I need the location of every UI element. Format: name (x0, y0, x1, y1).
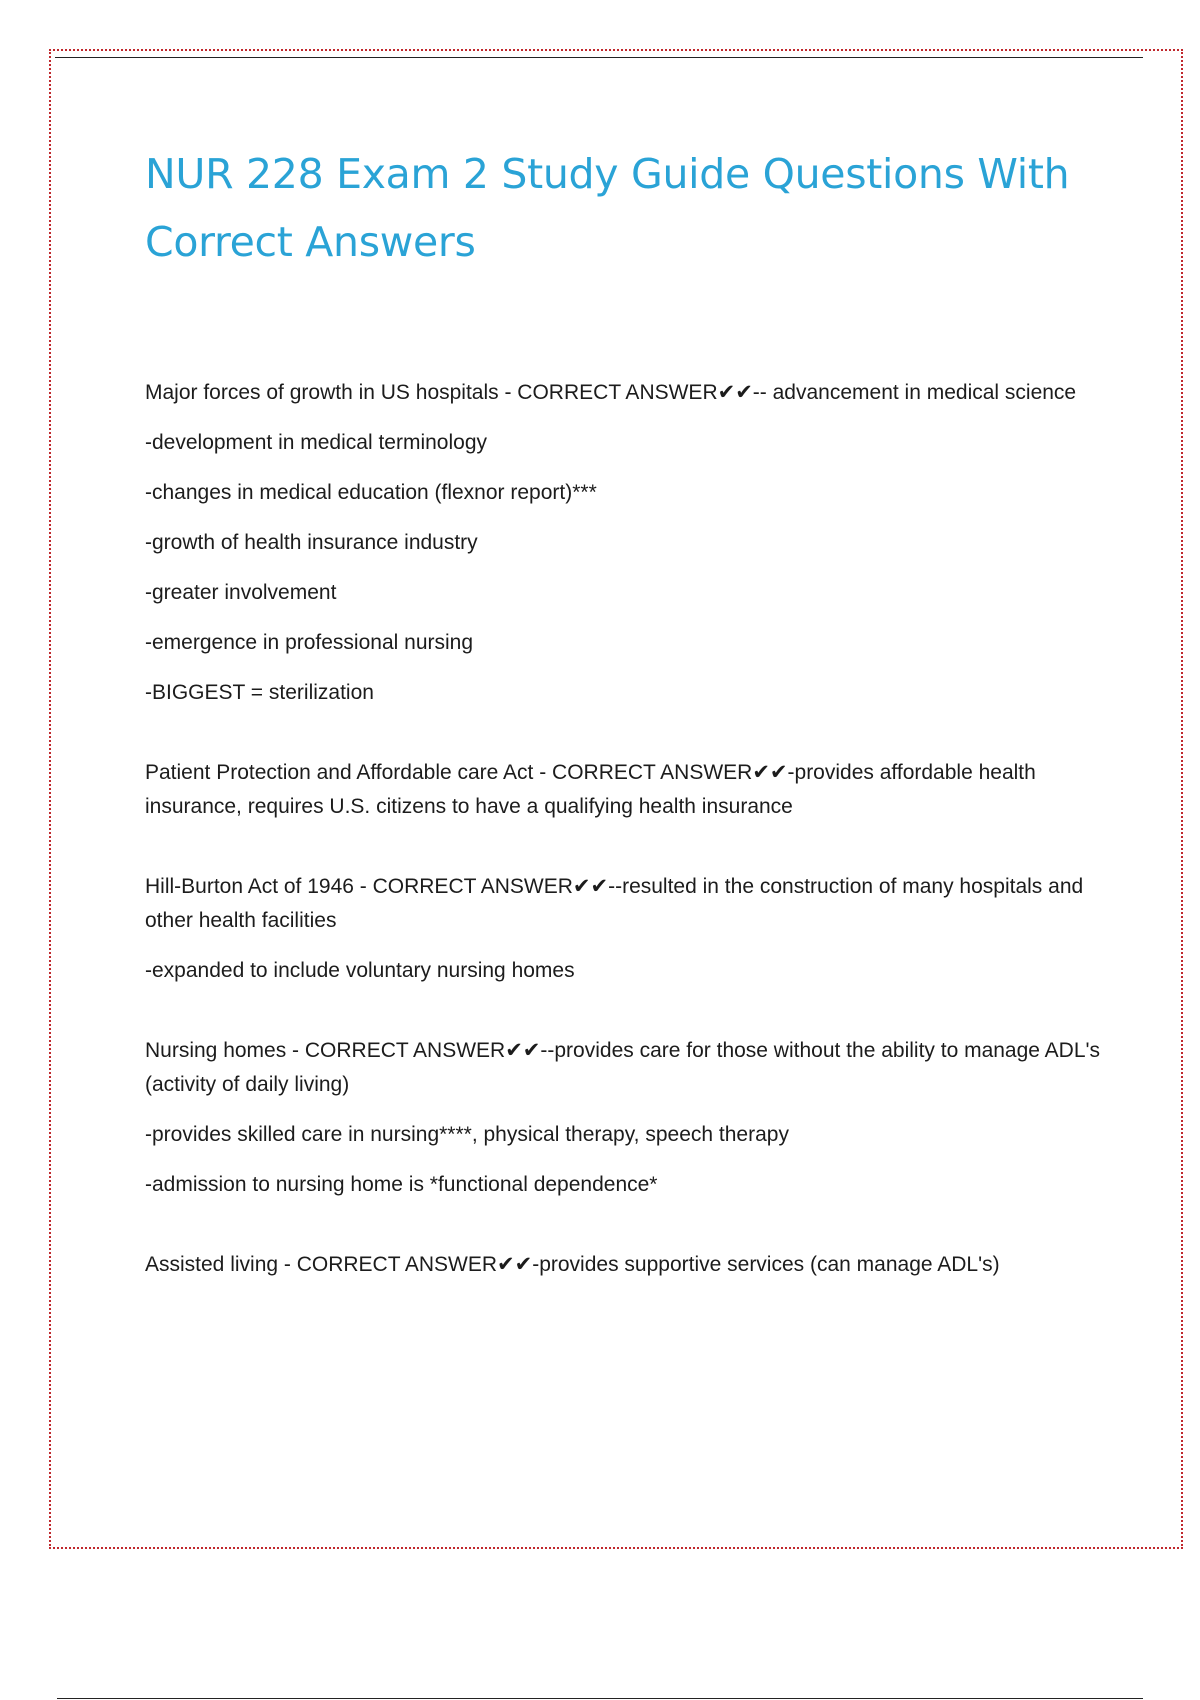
qa-line: -greater involvement (145, 581, 337, 604)
qa-line: Assisted living - CORRECT ANSWER✔✔-provides supportive services (can manage ADL's) (145, 1253, 1000, 1276)
bottom-rule (57, 1698, 1143, 1699)
qa-line: -emergence in professional nursing (145, 631, 474, 654)
qa-line: Nursing homes - CORRECT ANSWER✔✔--provides care for those without the ability to manage ADL's (activity of daily living) (145, 1039, 1101, 1096)
document-content (145, 140, 1105, 1328)
qa-entry-assisted-living (145, 1248, 1105, 1282)
qa-line: -changes in medical education (flexnor report)*** (145, 481, 597, 504)
qa-line: -expanded to include voluntary nursing homes (145, 959, 575, 982)
qa-line: -provides skilled care in nursing****, physical therapy, speech therapy (145, 1123, 789, 1146)
qa-entry-affordable-care-act (145, 756, 1105, 824)
qa-line: Major forces of growth in US hospitals - CORRECT ANSWER✔✔-- advancement in medical science (145, 381, 1077, 404)
qa-line: -growth of health insurance industry (145, 531, 478, 554)
qa-line: Hill-Burton Act of 1946 - CORRECT ANSWER✔✔--resulted in the construction of many hospitals and other health facilities (145, 875, 1084, 932)
qa-entry-hill-burton-act (145, 870, 1105, 988)
qa-line: -admission to nursing home is *functional dependence* (145, 1173, 658, 1196)
qa-line: -BIGGEST = sterilization (145, 681, 374, 704)
qa-line: Patient Protection and Affordable care Act - CORRECT ANSWER✔✔-provides affordable health insurance, requires U.S. citizens to have a qualifying health insurance (145, 761, 1036, 818)
document-title: NUR 228 Exam 2 Study Guide Questions With Correct Answers (145, 150, 1070, 266)
qa-entry-nursing-homes (145, 1034, 1105, 1202)
qa-entry-hospital-growth (145, 376, 1105, 710)
top-rule (55, 57, 1143, 58)
qa-line: -development in medical terminology (145, 431, 487, 454)
qa-list (145, 376, 1105, 1282)
